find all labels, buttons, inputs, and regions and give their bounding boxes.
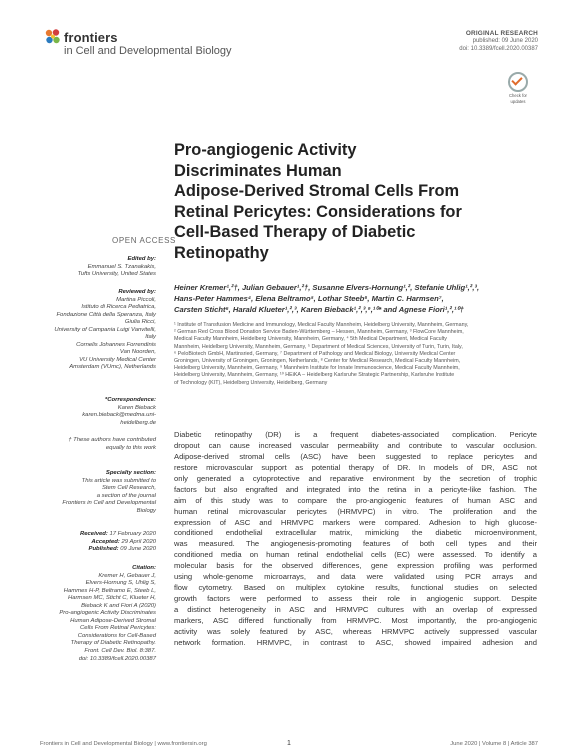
reviewer-line[interactable]: Giulia Ricci,: [124, 319, 156, 326]
reviewer-line: University of Campania Luigi Vanvitelli,: [54, 326, 156, 333]
affiliation-line: Heidelberg University, Mannheim, Germany, ⁹ Mannheim Institute for Innate Immunoscience, Medical Faculty Mannheim,: [174, 365, 460, 372]
affiliation-line: ² German Red Cross Blood Donation Service Baden-Württemberg – Hessen, Mannheim, Germany, ³ FlowCore Mannheim,: [174, 329, 464, 336]
specialty-line: Frontiers in Cell and Developmental: [62, 500, 156, 507]
specialty-line: This article was submitted to: [81, 477, 156, 484]
reviewer-line: Fondazione Città della Speranza, Italy: [56, 311, 156, 318]
article-meta: [459, 30, 538, 53]
citation-line: Cells From Retinal Pericytes:: [80, 625, 156, 632]
affiliation-line: ¹ Institute of Transfusion Medicine and Immunology, Medical Faculty Mannheim, Heidelberg University, Mannheim, Germany,: [174, 322, 469, 328]
correspondence-name: Karen Bieback: [117, 404, 156, 411]
check-updates-label-1: Check for: [509, 93, 527, 98]
abstract-line: only generated a cytoprotective and reparative environment by the secretion of trophic: [174, 473, 537, 483]
frontiers-logo-icon: [44, 28, 62, 46]
edited-by-block: [40, 256, 156, 279]
reviewer-line: Italy: [145, 334, 156, 341]
abstract-line: Diabetic retinopathy (DR) is a frequent diabetes-associated complication. Pericyte: [174, 430, 537, 439]
affiliation-line: of Technology (KIT), Heidelberg University, Heidelberg, Germany: [174, 379, 328, 386]
footer-journal-link[interactable]: Frontiers in Cell and Developmental Biology | www.frontiersin.org: [40, 741, 207, 747]
abstract-line: expression of ASC and HRMVPC markers were compared. Adhesion to high glucose-: [174, 517, 537, 527]
page-number: 1: [287, 740, 291, 747]
check-for-updates-button[interactable]: [504, 72, 532, 102]
abstract-line: activity was solely featured by ASC, whereas HRMVPC actively suppressed vascular: [174, 626, 537, 636]
specialty-heading: Specialty section:: [105, 470, 156, 476]
reviewer-line: Van Noorden,: [119, 349, 156, 356]
abstract-line: growth factors were performed to assess their role in angiogenic support. Despite: [174, 594, 537, 604]
abstract-line: conditioned endothelial extracellular matrix, mimicking the diabetic microenvironment,: [174, 528, 537, 538]
specialty-line: Stem Cell Research,: [101, 485, 156, 492]
received-label: Received:: [80, 531, 108, 537]
accepted-date: [40, 539, 156, 547]
abstract-line: was measured. The angiogenesis-promoting features of both cell types and their: [174, 539, 537, 549]
reviewer-line: Amsterdam (VUmc), Netherlands: [69, 364, 156, 371]
published-value: 09 June 2020: [120, 546, 156, 553]
specialty-section-block: [40, 470, 156, 515]
journal-name: in Cell and Developmental Biology: [64, 45, 232, 57]
affiliation-line: Mannheim, Heidelberg University, Mannheim, Germany, ⁵ Department of Medical Sciences, University of Turin, Turin, Italy,: [174, 343, 463, 350]
title-line: Pro-angiogenic Activity: [174, 141, 357, 159]
editor-line[interactable]: Emmanuel S. Tzanakakis,: [87, 263, 156, 270]
citation-line: Elvers-Hornung S, Uhlig S,: [85, 580, 156, 587]
abstract-line: a distinct heterogeneity in ASC and HRMVPC cultures with an overlap of expressed: [174, 605, 537, 614]
citation-line: Human Adipose-Derived Stromal: [70, 617, 156, 624]
abstract-line: human retinal microvascular pericytes (HRMVPC) in vitro. The proliferation and the: [174, 506, 537, 516]
correspondence-email[interactable]: heidelberg.de: [120, 419, 156, 426]
affiliation-line: Medical Faculty Mannheim, Heidelberg University, Mannheim, Germany, ⁴ 5th Medical Department, Medical Faculty: [174, 336, 447, 343]
accepted-value: 29 April 2020: [121, 538, 156, 545]
author-line: Carsten Sticht⁸, Harald Klueter¹,²,³, Karen Bieback¹,²,³,⁹,¹⁰* and Agnese Fiori¹,²,¹⁰†: [174, 305, 464, 315]
correspondence-email[interactable]: karen.bieback@medma.uni-: [82, 412, 156, 419]
published-date-side: [40, 546, 156, 554]
footer-issue-info: June 2020 | Volume 8 | Article 387: [450, 741, 538, 747]
accepted-label: Accepted:: [91, 538, 120, 545]
affiliation-line: Groningen, University of Groningen, Groningen, Netherlands, ⁸ Center for Medical Research, Medical Faculty Mannheim,: [174, 358, 461, 365]
citation-doi[interactable]: doi: 10.3389/fcell.2020.00387: [78, 655, 156, 662]
reviewer-line: Istituto di Ricerca Pediatrica,: [81, 304, 156, 311]
author-line: Hans-Peter Hammes⁴, Elena Beltramo⁵, Lothar Steeb⁶, Martin C. Harmsen⁷,: [174, 294, 444, 304]
title-line: Retinal Pericytes: Considerations for: [174, 202, 462, 221]
abstract-line: dropout can cause increased vascular permeability and contribute to vascular occlusion.: [174, 440, 537, 450]
received-date: [40, 531, 156, 539]
citation-heading: Citation:: [132, 565, 156, 571]
abstract-line: factors but also engrafted and integrated into the retina in a pericyte-like fashion. The: [174, 484, 537, 494]
published-date: published: 09 June 2020: [472, 38, 538, 44]
abstract-line: aim of this study was to compare the pro-angiogenic features of human ASC and: [174, 495, 537, 505]
affiliation-line: Heidelberg University, Mannheim, Germany, ¹⁰ HEiKA – Heidelberg Karlsruhe Strategic Partnership, Karlsruhe Institute: [174, 372, 455, 379]
abstract-line: using whole-genome microarrays, and data were validated using PCR arrays and: [174, 572, 537, 582]
doi-link[interactable]: doi: 10.3389/fcell.2020.00387: [459, 46, 538, 52]
author-list: [174, 282, 536, 316]
reviewed-by-heading: Reviewed by:: [118, 289, 156, 295]
abstract-line: molecular basis for the observed differences, gene expression profiling was performed: [174, 561, 537, 571]
edited-by-heading: Edited by:: [127, 256, 156, 262]
reviewer-line: VU University Medical Center: [79, 356, 156, 363]
check-updates-label-2: updates: [510, 99, 526, 104]
citation-line: Kremer H, Gebauer J,: [98, 572, 156, 579]
author-line: Heiner Kremer¹,²†, Julian Gebauer¹,²†, Susanne Elvers-Hornung¹,², Stefanie Uhlig¹,²,³,: [174, 283, 480, 292]
abstract-line: network formation. HRMVPC, in contrast to ASC, showed impaired adhesion and: [174, 637, 537, 647]
citation-line: Hammes H-P, Beltramo E, Steeb L,: [63, 587, 156, 594]
equal-contribution-note: [40, 437, 156, 452]
reviewed-by-block: [40, 289, 156, 372]
dates-block: [40, 531, 156, 554]
article-title: [174, 140, 544, 263]
specialty-line: Biology: [136, 507, 156, 514]
check-updates-icon: [508, 72, 528, 92]
editor-line: Tufts University, United States: [77, 271, 156, 278]
citation-block: [40, 565, 156, 663]
abstract-line: conditioned media on human retinal endothelial cells (EC) were assessed. To identify a: [174, 550, 537, 560]
reviewer-line[interactable]: Cornelis Johannes Forrendinis: [76, 341, 156, 348]
abstract-line: Adipose-derived stromal cells (ASC) have been suggested to replace pericytes and: [174, 451, 537, 461]
title-line: Retinopathy: [174, 243, 269, 262]
note-line: † These authors have contributed: [68, 437, 156, 443]
abstract-line: markers, ASC differed functionally from HRMVPC. Most importantly, the pro-angiogenic: [174, 615, 537, 625]
title-line: Discriminates Human: [174, 161, 342, 180]
correspondence-heading: *Correspondence:: [104, 397, 156, 403]
citation-line: Front. Cell Dev. Biol. 8:387.: [84, 648, 156, 655]
citation-line: Therapy of Diabetic Retinopathy.: [70, 640, 156, 647]
published-label: Published:: [88, 546, 119, 553]
title-line: Adipose-Derived Stromal Cells From: [174, 182, 460, 200]
article-type: ORIGINAL RESEARCH: [465, 30, 538, 37]
open-access-label: OPEN ACCESS: [112, 236, 176, 245]
correspondence-block: [40, 397, 156, 427]
abstract: [174, 430, 537, 649]
title-line: Cell-Based Therapy of Diabetic: [174, 223, 416, 241]
affiliations: [174, 322, 536, 387]
brand-name: frontiers: [64, 30, 118, 45]
journal-logo[interactable]: [44, 28, 244, 60]
specialty-line: a section of the journal: [96, 492, 156, 499]
citation-line: Harmsen MC, Sticht C, Klueter H,: [67, 595, 156, 602]
affiliation-line: ⁶ PeloBiotech GmbH, Martinsried, Germany, ⁷ Department of Pathology and Medical Biology, University Medical Center: [174, 350, 456, 357]
note-line: equally to this work: [105, 444, 156, 451]
citation-line: Bieback K and Fiori A (2020): [81, 602, 156, 609]
abstract-line: restore microvascular support as potential therapy of DR. In models of DR, ASC not: [174, 462, 537, 472]
received-value: 17 February 2020: [109, 531, 156, 537]
reviewer-line[interactable]: Martina Piccoli,: [116, 296, 156, 303]
abstract-line: flow cytometry. Based on multiplex cytokine results, functional studies on selected: [174, 583, 537, 593]
citation-line: Considerations for Cell-Based: [77, 632, 156, 639]
citation-line: Pro-angiogenic Activity Discriminates: [59, 610, 156, 617]
